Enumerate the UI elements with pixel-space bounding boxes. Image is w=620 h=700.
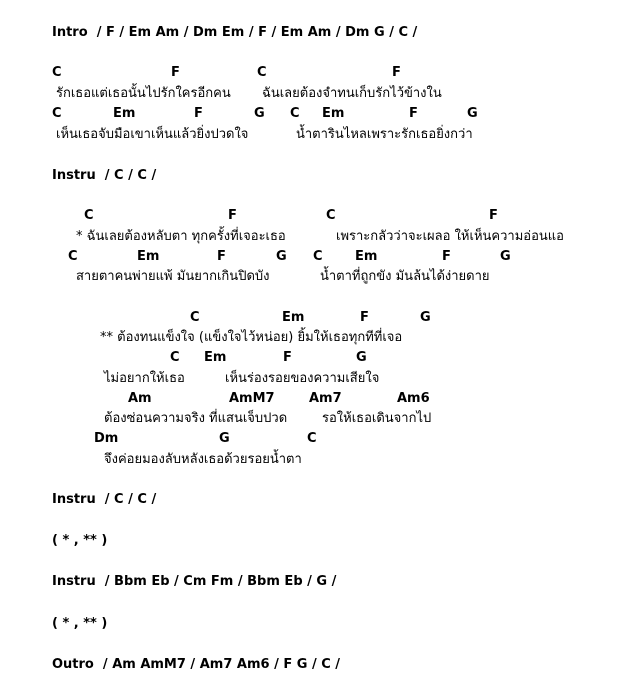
lyric-line: เห็นเธอจับมือเขาเห็นแล้วยิ่งปวดใจ xyxy=(56,127,249,142)
intro-line: Intro / F / Em Am / Dm Em / F / Em Am / Dm G / C / xyxy=(52,25,418,40)
chord: C xyxy=(52,65,62,80)
chord: Am xyxy=(128,391,152,406)
lyric-line: สายตาคนพ่ายแพ้ มันยากเกินปิดบัง xyxy=(76,269,270,284)
lyric-line: น้ำตาที่ถูกขัง มันล้นได้ง่ายดาย xyxy=(320,269,490,284)
chord: F xyxy=(360,310,369,325)
lyric-line: * ฉันเลยต้องหลับตา ทุกครั้งที่เจอะเธอ xyxy=(76,229,286,244)
chord: F xyxy=(392,65,401,80)
chord: Em xyxy=(113,106,136,121)
chord: Am7 xyxy=(309,391,342,406)
chord: Em xyxy=(355,249,378,264)
lyric-line: ต้องซ่อนความจริง ที่แสนเจ็บปวด xyxy=(104,411,288,426)
chord: Em xyxy=(137,249,160,264)
outro-line: Outro / Am AmM7 / Am7 Am6 / F G / C / xyxy=(52,657,341,672)
repeat-marker: ( * , ** ) xyxy=(52,533,108,548)
chord: F xyxy=(442,249,451,264)
instru-line: Instru / C / C / xyxy=(52,168,157,183)
chord: C xyxy=(290,106,300,121)
chord: C xyxy=(190,310,200,325)
instru-line: Instru / Bbm Eb / Cm Fm / Bbm Eb / G / xyxy=(52,574,337,589)
chord: F xyxy=(409,106,418,121)
chord: F xyxy=(283,350,292,365)
lyric-line: เห็นร่องรอยของความเสียใจ xyxy=(225,371,380,386)
chord: C xyxy=(52,106,62,121)
lyric-line: ฉันเลยต้องจำทนเก็บรักไว้ข้างใน xyxy=(262,86,442,101)
chord: G xyxy=(254,106,265,121)
chord: C xyxy=(68,249,78,264)
chord: F xyxy=(228,208,237,223)
chord: AmM7 xyxy=(229,391,275,406)
chord: Em xyxy=(282,310,305,325)
chord: G xyxy=(356,350,367,365)
chord: F xyxy=(489,208,498,223)
lyric-line: จึงค่อยมองลับหลังเธอด้วยรอยน้ำตา xyxy=(104,452,302,467)
instru-line: Instru / C / C / xyxy=(52,492,157,507)
lyric-line: ** ต้องทนแข็งใจ (แข็งใจไว้หน่อย) ยิ้มให้เธอทุกทีที่เจอ xyxy=(100,330,403,345)
chord: C xyxy=(257,65,267,80)
chord: C xyxy=(313,249,323,264)
chord: Em xyxy=(204,350,227,365)
chord: F xyxy=(194,106,203,121)
chord: G xyxy=(467,106,478,121)
chord: G xyxy=(420,310,431,325)
chord: C xyxy=(84,208,94,223)
chord: G xyxy=(219,431,230,446)
lyric-line: รอให้เธอเดินจากไป xyxy=(322,411,432,426)
lyric-line: รักเธอแต่เธอนั้นไปรักใครอีกคน xyxy=(56,86,231,101)
chord: C xyxy=(326,208,336,223)
chord: Dm xyxy=(94,431,119,446)
lyric-line: น้ำตารินไหลเพราะรักเธอยิ่งกว่า xyxy=(296,127,473,142)
chord: C xyxy=(307,431,317,446)
chord: F xyxy=(171,65,180,80)
chord: F xyxy=(217,249,226,264)
chord: G xyxy=(276,249,287,264)
lyric-line: เพราะกลัวว่าจะเผลอ ให้เห็นความอ่อนแอ xyxy=(336,229,564,244)
chord: C xyxy=(170,350,180,365)
chord: G xyxy=(500,249,511,264)
lyric-line: ไม่อยากให้เธอ xyxy=(104,371,185,386)
chord: Em xyxy=(322,106,345,121)
chord: Am6 xyxy=(397,391,430,406)
repeat-marker: ( * , ** ) xyxy=(52,616,108,631)
